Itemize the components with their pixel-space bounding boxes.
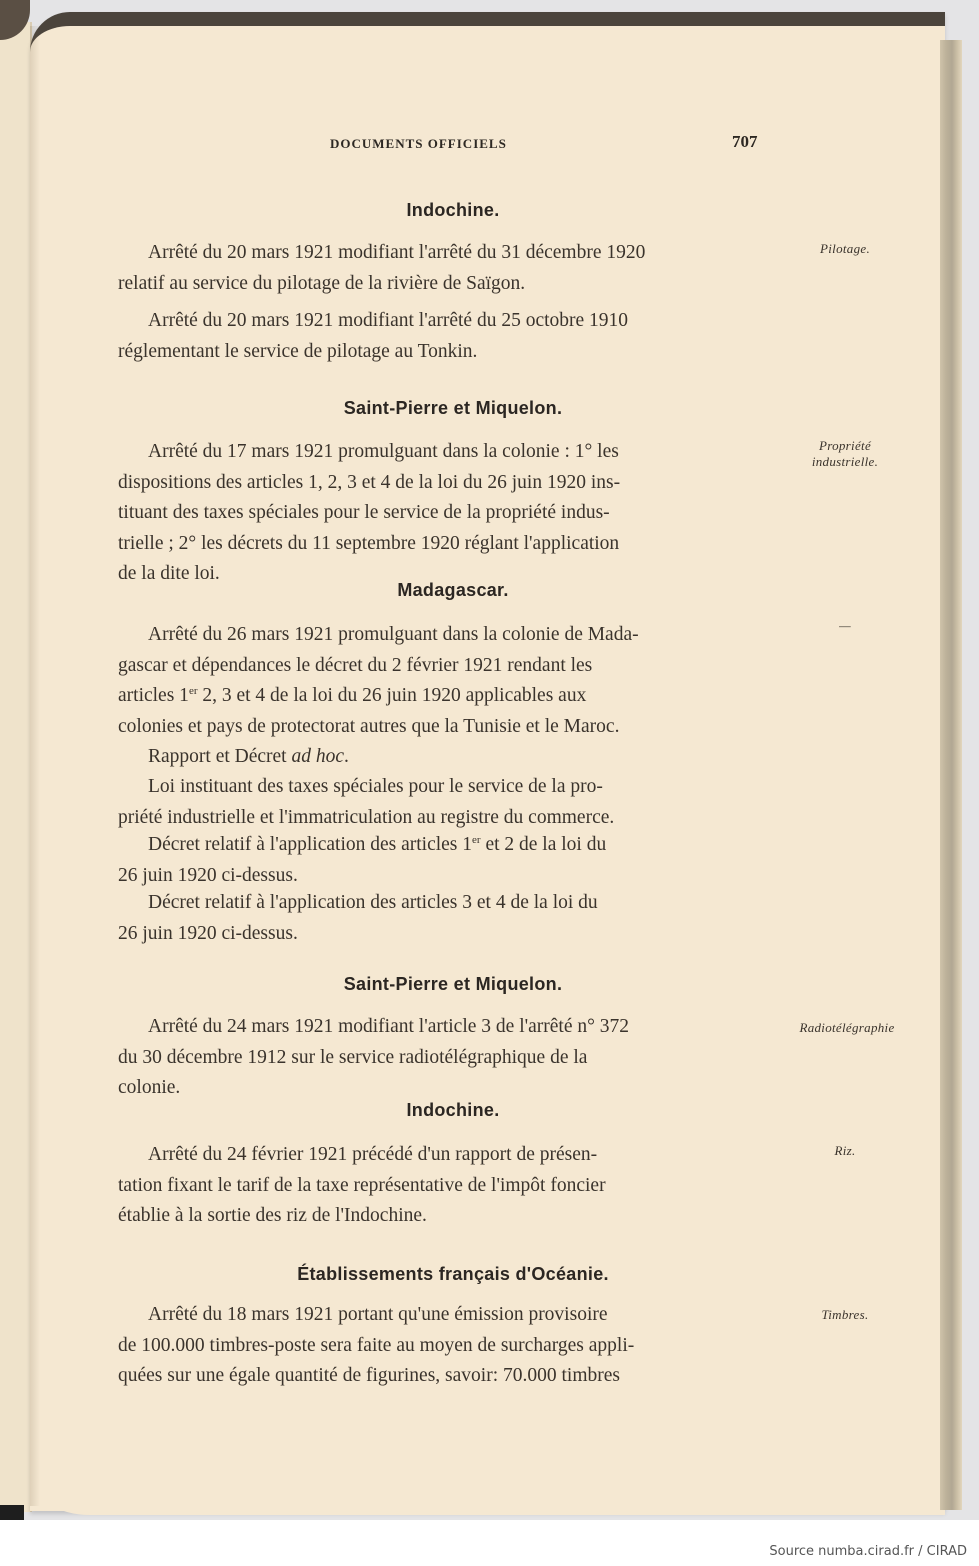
paragraph [118,1012,760,1104]
running-head: DOCUMENTS OFFICIELS [330,136,507,151]
text-line: Loi instituant des taxes spéciales pour le service de la pro- [148,776,603,797]
text-line: relatif au service du pilotage de la rivière de Saïgon. [118,272,526,294]
page-stack-edge [940,40,962,1510]
paragraph [118,1140,760,1232]
margin-note-propriete-industrielle [780,438,910,470]
section-title-oceanie: Établissements français d'Océanie. [297,1264,609,1284]
section-title-indochine: Indochine. [406,200,500,220]
text-line: Arrêté du 24 mars 1921 modifiant l'article 3 de l'arrêté n° 372 [148,1016,630,1037]
text-line: de la dite loi. [118,563,220,584]
text-line: dispositions des articles 1, 2, 3 et 4 de la loi du 26 juin 1920 ins- [118,471,621,493]
superscript: er [472,834,481,846]
paragraph [118,306,760,367]
paragraph [118,1300,760,1392]
paragraph [118,830,760,891]
margin-note-pilotage: Pilotage. [820,241,870,256]
gutter-shadow [30,26,40,1506]
text-line: tation fixant le tarif de la taxe représentative de l'impôt foncier [118,1174,606,1196]
section-title-saint-pierre: Saint-Pierre et Miquelon. [343,398,563,418]
text-line: Arrêté du 20 mars 1921 modifiant l'arrêté du 31 décembre 1920 [148,242,646,263]
margin-note-dash: — [839,618,851,633]
text-line: établie à la sortie des riz de l'Indochine. [118,1205,427,1226]
text-line: tituant des taxes spéciales pour le service de la propriété indus- [118,502,610,523]
paragraph [118,437,760,590]
text-line: Arrêté du 24 février 1921 précédé d'un rapport de présen- [148,1144,598,1165]
text-line: Décret relatif à l'application des articles 3 et 4 de la loi du [148,892,598,913]
text-line: Arrêté du 20 mars 1921 modifiant l'arrêté du 25 octobre 1910 [148,310,629,331]
facing-page-edge [0,22,32,1512]
text-line: colonies et pays de protectorat autres que la Tunisie et le Maroc. [118,715,620,737]
page-bottom-edge [30,1470,945,1515]
paragraph [118,742,760,773]
text-line: . [344,746,349,767]
margin-note-riz: Riz. [834,1143,856,1158]
margin-note-timbres: Timbres. [821,1307,869,1322]
section-title-indochine-2: Indochine. [406,1100,500,1120]
text-line: quées sur une égale quantité de figurines, savoir: 70.000 timbres [118,1365,620,1386]
page-number: 707 [732,132,758,151]
text-line: Arrêté du 18 mars 1921 portant qu'une émission provisoire [148,1304,608,1325]
text-line: gascar et dépendances le décret du 2 février 1921 rendant les [118,654,593,676]
section-title-saint-pierre-2: Saint-Pierre et Miquelon. [343,974,563,994]
text-line: Rapport et Décret [148,746,292,767]
superscript: er [188,685,198,697]
margin-note-line: Propriété [818,438,872,453]
paragraph [118,620,760,742]
section-title-madagascar: Madagascar. [397,580,509,600]
text-line: 26 juin 1920 ci-dessus. [118,922,298,944]
text-line: Arrêté du 17 mars 1921 promulguant dans la colonie : 1° les [148,441,619,462]
text-line: priété industrielle et l'immatriculation au registre du commerce. [118,806,615,828]
text-line: Décret relatif à l'application des articles 1 [148,834,473,855]
text-line: trielle ; 2° les décrets du 11 septembre 1920 réglant l'application [118,532,620,554]
text-line: Arrêté du 26 mars 1921 promulguant dans la colonie de Mada- [148,624,639,645]
margin-note-line: industrielle. [811,454,879,469]
text-line: du 30 décembre 1912 sur le service radiotélégraphique de la [118,1046,588,1068]
text-line: réglementant le service de pilotage au Tonkin. [118,340,478,362]
paragraph [118,772,760,833]
book-cover-bottom [0,1505,24,1520]
margin-note-radiotelegraphie: Radiotélégraphie [799,1020,895,1035]
text-line: 26 juin 1920 ci-dessus. [118,864,298,886]
text-line: de 100.000 timbres-poste sera faite au moyen de surcharges appli- [118,1334,635,1356]
paragraph [118,238,760,299]
italic-text: ad hoc [291,746,345,767]
text-line: colonie. [118,1077,181,1098]
text-line: articles 1 [118,685,189,706]
text-line: et 2 de la loi du [480,834,607,855]
paragraph [118,888,760,949]
source-credit: Source numba.cirad.fr / CIRAD [769,1544,967,1559]
text-line: 2, 3 et 4 de la loi du 26 juin 1920 applicables aux [197,685,587,706]
